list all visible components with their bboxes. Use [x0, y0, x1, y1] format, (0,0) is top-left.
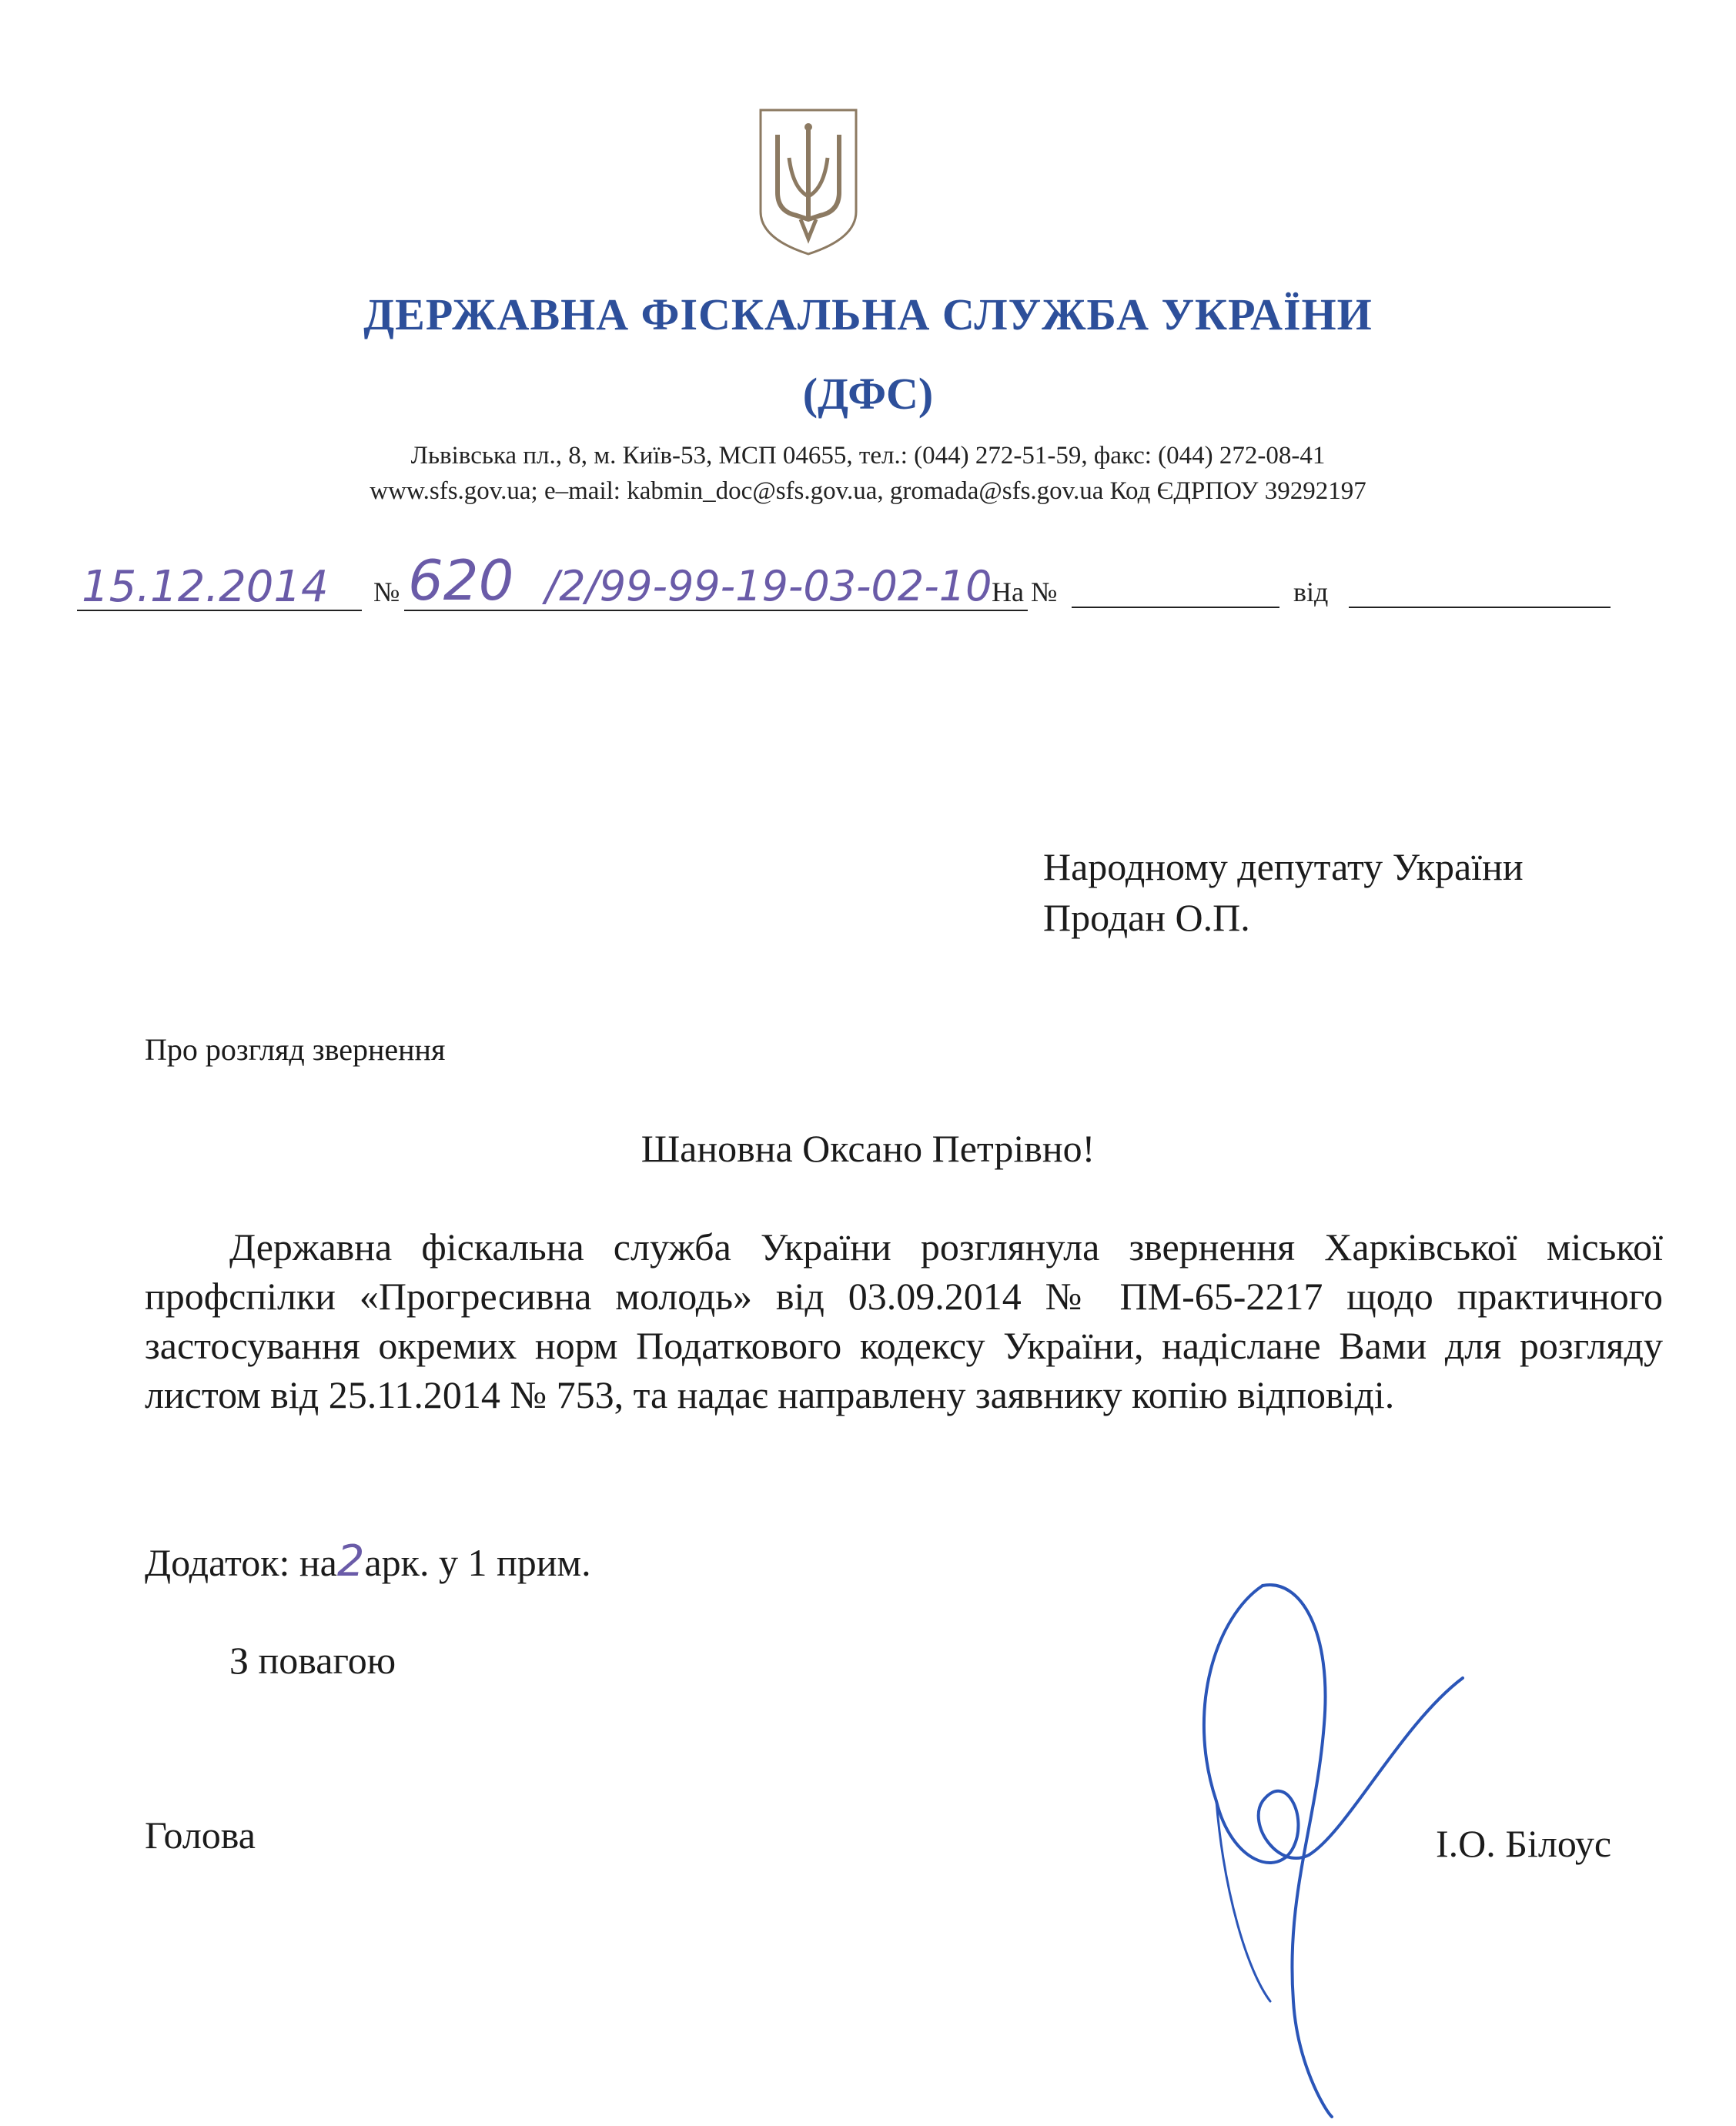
registration-line: [77, 548, 1632, 616]
attachment-handwritten-count: 2: [336, 1536, 365, 1586]
date-underline: [77, 610, 362, 611]
from-label: від: [1293, 577, 1329, 607]
handwritten-index: /2/99-99-19-03-02-10: [545, 562, 992, 610]
number-label: №: [373, 577, 400, 607]
handwritten-number: 620: [408, 548, 514, 613]
number-underline: [404, 610, 1028, 611]
addressee-title: Народному депутату України: [1043, 845, 1524, 888]
address-line-2: www.sfs.gov.ua; e–mail: kabmin_doc@sfs.gov.ua, gromada@sfs.gov.ua Код ЄДРПОУ 39292197: [370, 477, 1366, 505]
closing-regards: З повагою: [229, 1639, 396, 1682]
addressee-name: Продан О.П.: [1043, 896, 1250, 939]
handwritten-signature: [1170, 1570, 1478, 2124]
signer-name: І.О. Білоус: [1436, 1822, 1612, 1865]
from-underline: [1349, 607, 1611, 608]
addressee-block: [1043, 841, 1524, 943]
address-line-1: Львівська пл., 8, м. Київ-53, МСП 04655, тел.: (044) 272-51-59, факс: (044) 272-08-41: [410, 442, 1326, 470]
attachment-prefix: Додаток: на: [145, 1541, 337, 1584]
organization-name: ДЕРЖАВНА ФІСКАЛЬНА СЛУЖБА УКРАЇНИ: [363, 289, 1373, 339]
handwritten-date: 15.12.2014: [82, 562, 329, 612]
body-paragraph: Державна фіскальна служба України розглянула звернення Харківської міської профспілки «Прогресивна молодь» від 03.09.2014 № ПМ-65-2217 щодо практичного застосування окремих норм Податкового кодексу України, надіслане Вами для розгляду листом від 25.11.2014 № 753, та надає направлену заявнику копію відповіді.: [145, 1225, 1663, 1416]
signer-position: Голова: [145, 1813, 256, 1857]
reference-underline: [1072, 607, 1279, 608]
attachment-line: [145, 1536, 591, 1586]
attachment-suffix: арк. у 1 прим.: [364, 1541, 591, 1584]
reference-label: На №: [992, 577, 1058, 607]
greeting: Шановна Оксано Петрівно!: [641, 1127, 1095, 1170]
trident-emblem-icon: [754, 104, 862, 258]
subject-line: Про розгляд звернення: [145, 1032, 446, 1067]
organization-abbreviation: (ДФС): [802, 369, 934, 419]
